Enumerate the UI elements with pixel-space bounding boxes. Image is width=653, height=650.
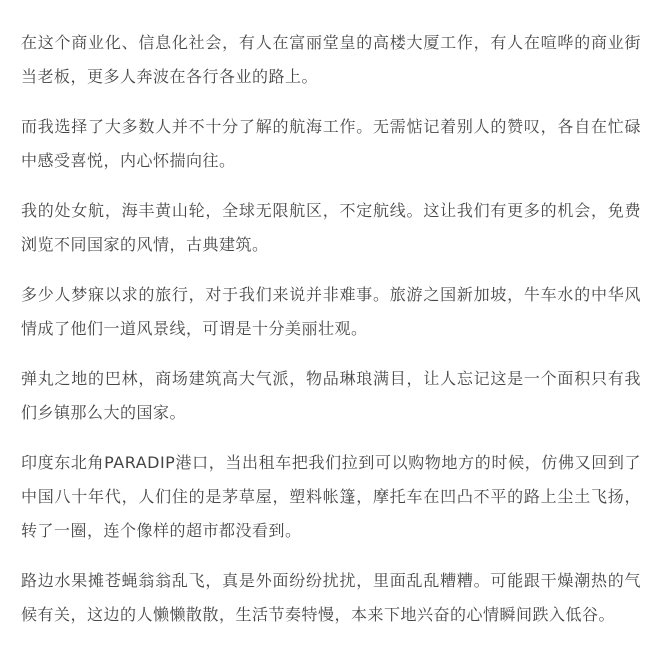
paragraph-career-choice: 而我选择了大多数人并不十分了解的航海工作。无需惦记着别人的赞叹，各自在忙碌中感受喜悦，内心怀揣向往。 bbox=[21, 117, 641, 170]
paragraph-maiden-voyage: 我的处女航，海丰黄山轮，全球无限航区，不定航线。这让我们有更多的机会，免费浏览不同国家的风情，古典建筑。 bbox=[21, 201, 641, 254]
paragraph-roadside-stalls: 路边水果摊苍蝇翁翁乱飞，真是外面纷纷扰扰，里面乱乱糟糟。可能跟干燥潮热的气候有关，这边的人懒懒散散，生活节奏特慢，本来下地兴奋的心情瞬间跌入低谷。 bbox=[21, 571, 641, 624]
paragraph-singapore: 多少人梦寐以求的旅行，对于我们来说并非难事。旅游之国新加坡，牛车水的中华风情成了他们一道风景线，可谓是十分美丽壮观。 bbox=[21, 285, 641, 338]
paragraph-intro-society: 在这个商业化、信息化社会，有人在富丽堂皇的高楼大厦工作，有人在喧哗的商业街当老板，更多人奔波在各行各业的路上。 bbox=[21, 33, 641, 86]
paragraph-paradip-port: 印度东北角PARADIP港口，当出租车把我们拉到可以购物地方的时候，仿佛又回到了中国八十年代，人们住的是茅草屋，塑料帐篷，摩托车在凹凸不平的路上尘土飞扬，转了一圈，连个像样的超市都没看到。 bbox=[21, 453, 641, 540]
paragraph-bahrain: 弹丸之地的巴林，商场建筑高大气派，物品琳琅满目，让人忘记这是一个面积只有我们乡镇那么大的国家。 bbox=[21, 369, 641, 422]
